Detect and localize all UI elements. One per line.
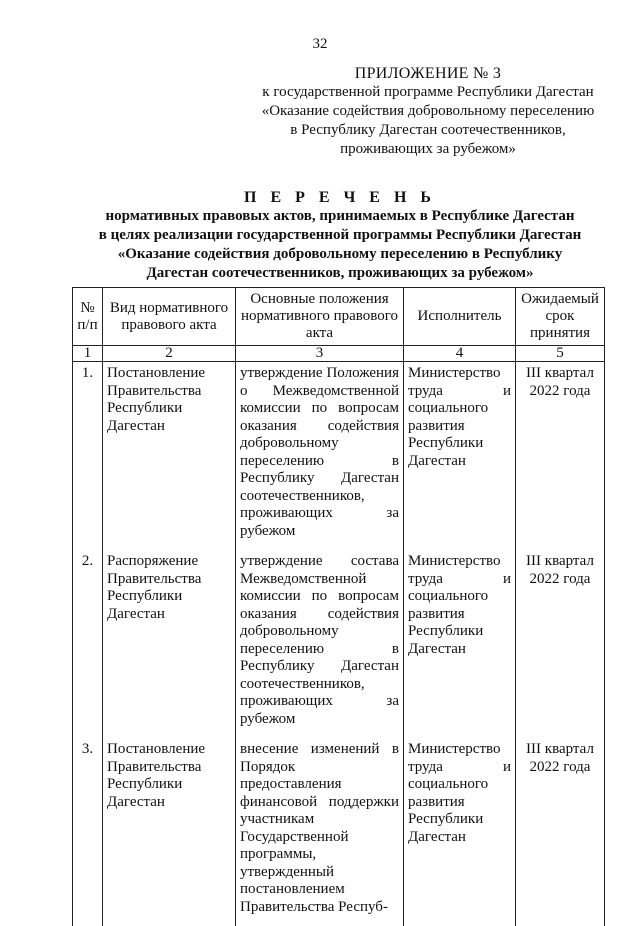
appendix-block <box>248 64 608 159</box>
table-row <box>73 550 605 738</box>
appendix-line: к государственной программе Республики Дагестан <box>262 84 594 100</box>
header-executor: Исполнитель <box>404 288 516 346</box>
column-number: 4 <box>404 346 516 362</box>
row-provisions: внесение изменений в Порядок предоставления финансовой поддержки участникам Государственной программы, утвержденный постановлением Правительства Респуб- <box>236 738 404 926</box>
page-number: 32 <box>312 36 328 52</box>
appendix-line: в Республику Дагестан соотечественников, <box>290 122 566 138</box>
header-provisions: Основные положения нормативного правового акта <box>236 288 404 346</box>
row-deadline: III квартал 2022 года <box>516 550 605 738</box>
row-kind: Постановление Правительства Республики Дагестан <box>103 738 236 926</box>
row-kind: Постановление Правительства Республики Дагестан <box>103 362 236 551</box>
row-num: 2. <box>73 550 103 738</box>
row-kind: Распоряжение Правительства Республики Дагестан <box>103 550 236 738</box>
heading-line: в целях реализации государственной программы Республики Дагестан <box>98 227 582 243</box>
row-provisions: утверждение Положения о Межведомственной комиссии по вопросам оказания содействия добровольному переселению в Республику Дагестан соотечественников, проживающих за рубежом <box>236 362 404 551</box>
row-executor: Министерство труда и социального развития Республики Дагестан <box>404 550 516 738</box>
appendix-line: «Оказание содействия добровольному переселению <box>261 103 595 119</box>
header-kind: Вид нормативного правового акта <box>103 288 236 346</box>
row-executor: Министерство труда и социального развития Республики Дагестан <box>404 738 516 926</box>
acts-table <box>72 287 605 926</box>
column-number: 3 <box>236 346 404 362</box>
row-provisions: утверждение состава Межведомственной комиссии по вопросам оказания содействия добровольному переселению в Республику Дагестан соотечественников, проживающих за рубежом <box>236 550 404 738</box>
heading-line: «Оказание содействия добровольному переселению в Республику <box>117 246 563 262</box>
table-row <box>73 738 605 926</box>
appendix-line: проживающих за рубежом» <box>340 141 516 157</box>
column-number: 5 <box>516 346 605 362</box>
heading-title: П Е Р Е Ч Е Н Ь <box>244 189 436 206</box>
row-deadline: III квартал 2022 года <box>516 738 605 926</box>
heading-line: нормативных правовых актов, принимаемых в Республике Дагестан <box>105 208 575 224</box>
row-num: 1. <box>73 362 103 551</box>
column-number: 2 <box>103 346 236 362</box>
table-header-row <box>73 288 605 346</box>
column-numbers-row <box>73 346 605 362</box>
row-executor: Министерство труда и социального развития Республики Дагестан <box>404 362 516 551</box>
row-deadline: III квартал 2022 года <box>516 362 605 551</box>
column-number: 1 <box>73 346 103 362</box>
heading-line: Дагестан соотечественников, проживающих за рубежом» <box>146 265 534 281</box>
header-num: № п/п <box>73 288 103 346</box>
row-num: 3. <box>73 738 103 926</box>
table-row <box>73 362 605 551</box>
header-deadline: Ожидаемый срок принятия <box>516 288 605 346</box>
document-heading <box>40 188 640 283</box>
appendix-title: ПРИЛОЖЕНИЕ № 3 <box>354 65 502 82</box>
